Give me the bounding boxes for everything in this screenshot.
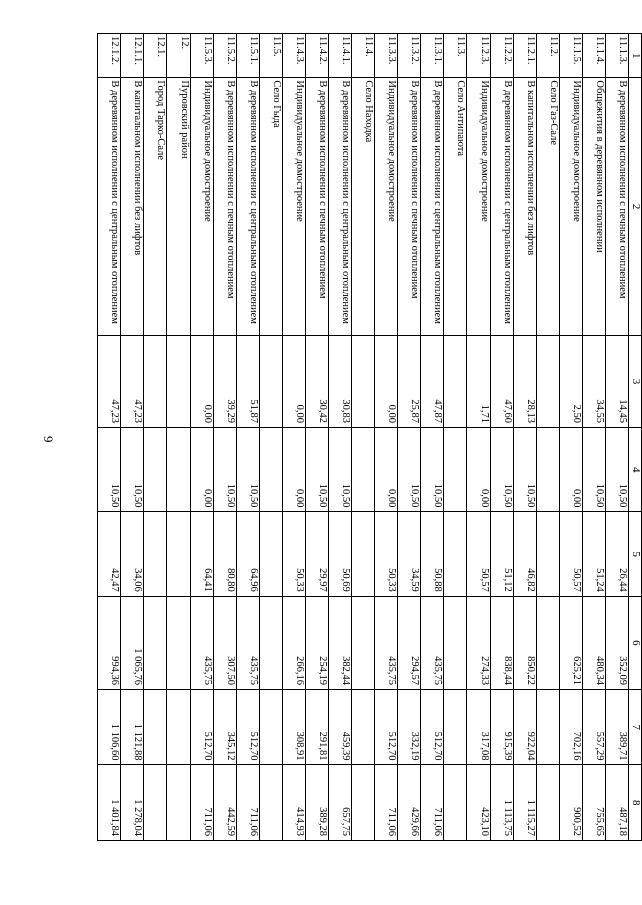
row-code: 11.5.	[259, 34, 282, 78]
value-cell-c3: 47,60	[490, 335, 513, 427]
row-code: 11.2.2.	[490, 34, 513, 78]
value-cell-c5: 64,41	[190, 512, 213, 596]
value-cell-c4: 10,50	[605, 428, 628, 512]
value-cell-c6: 435,75	[190, 596, 213, 689]
value-cell-c3: 47,23	[121, 335, 144, 427]
row-name: Индивидуальное домостроение	[467, 78, 490, 336]
value-cell-c5	[144, 512, 167, 596]
header-row	[629, 34, 642, 841]
header-cell: 2	[629, 78, 642, 336]
value-cell-c8	[444, 765, 467, 841]
value-cell-c4: 10,50	[421, 428, 444, 512]
row-code: 11.3.1.	[421, 34, 444, 78]
row-code: 11.3.	[444, 34, 467, 78]
header-cell: 3	[629, 335, 642, 427]
value-cell-c5: 42,47	[98, 512, 121, 596]
value-cell-c6: 382,44	[328, 596, 351, 689]
header-cell: 6	[629, 596, 642, 689]
value-cell-c3: 1,71	[467, 335, 490, 427]
value-cell-c8	[144, 765, 167, 841]
row-name: Пуровский район	[167, 78, 190, 336]
value-cell-c4	[352, 428, 375, 512]
value-cell-c6: 480,34	[582, 596, 605, 689]
value-cell-c5	[352, 512, 375, 596]
value-cell-c7	[144, 689, 167, 764]
row-name: В деревянном исполнении с печным отоплением	[398, 78, 421, 336]
value-cell-c4: 0,00	[282, 428, 305, 512]
value-cell-c3: 14,45	[605, 335, 628, 427]
value-cell-c4: 10,50	[98, 428, 121, 512]
value-cell-c5	[259, 512, 282, 596]
row-code: 11.4.1.	[328, 34, 351, 78]
value-cell-c8: 1 113,75	[490, 765, 513, 841]
value-cell-c7: 308,91	[282, 689, 305, 764]
row-name: В капитальном исполнении без лифтов	[513, 78, 536, 336]
row-name: Индивидуальное домостроение	[282, 78, 305, 336]
row-code: 11.4.2.	[305, 34, 328, 78]
value-cell-c8: 423,10	[467, 765, 490, 841]
value-cell-c7	[167, 689, 190, 764]
value-cell-c7: 512,70	[421, 689, 444, 764]
value-cell-c3: 0,00	[375, 335, 398, 427]
value-cell-c4: 10,50	[305, 428, 328, 512]
row-name: Город Тарко-Сале	[144, 78, 167, 336]
value-cell-c8	[259, 765, 282, 841]
row-code: 12.1.	[144, 34, 167, 78]
table-row	[121, 34, 144, 841]
row-code: 11.5.3.	[190, 34, 213, 78]
value-cell-c4: 0,00	[559, 428, 582, 512]
value-cell-c3: 0,00	[190, 335, 213, 427]
value-cell-c8	[352, 765, 375, 841]
value-cell-c6: 352,09	[605, 596, 628, 689]
value-cell-c5: 29,97	[305, 512, 328, 596]
value-cell-c3: 25,87	[398, 335, 421, 427]
value-cell-c5	[167, 512, 190, 596]
value-cell-c4: 0,00	[190, 428, 213, 512]
value-cell-c6: 294,57	[398, 596, 421, 689]
header-cell: 4	[629, 428, 642, 512]
row-name: В деревянном исполнении с центральным отоплением	[328, 78, 351, 336]
value-cell-c6	[536, 596, 559, 689]
value-cell-c6: 435,75	[236, 596, 259, 689]
value-cell-c6: 625,21	[559, 596, 582, 689]
value-cell-c7: 702,16	[559, 689, 582, 764]
value-cell-c8: 711,06	[190, 765, 213, 841]
value-cell-c4: 10,50	[513, 428, 536, 512]
value-cell-c8	[167, 765, 190, 841]
page-number: 9	[41, 436, 56, 443]
value-cell-c3: 47,87	[421, 335, 444, 427]
row-name: В деревянном исполнении с печным отоплением	[305, 78, 328, 336]
value-cell-c3: 30,83	[328, 335, 351, 427]
value-cell-c7: 512,70	[375, 689, 398, 764]
tariff-table	[97, 33, 642, 841]
row-name: Село Антипаюта	[444, 78, 467, 336]
value-cell-c3	[259, 335, 282, 427]
value-cell-c4: 10,50	[213, 428, 236, 512]
value-cell-c4: 10,50	[582, 428, 605, 512]
value-cell-c6: 850,22	[513, 596, 536, 689]
value-cell-c6: 254,19	[305, 596, 328, 689]
row-name: Село Газ-Сале	[536, 78, 559, 336]
value-cell-c6	[352, 596, 375, 689]
table-row	[213, 34, 236, 841]
value-cell-c8: 414,93	[282, 765, 305, 841]
section-row	[352, 34, 375, 841]
value-cell-c4: 0,00	[467, 428, 490, 512]
value-cell-c3: 0,00	[282, 335, 305, 427]
value-cell-c7	[536, 689, 559, 764]
row-code: 12.1.1.	[121, 34, 144, 78]
value-cell-c7	[444, 689, 467, 764]
value-cell-c5: 50,69	[328, 512, 351, 596]
value-cell-c3	[144, 335, 167, 427]
value-cell-c4	[444, 428, 467, 512]
value-cell-c7: 389,71	[605, 689, 628, 764]
table-row	[513, 34, 536, 841]
value-cell-c3: 28,13	[513, 335, 536, 427]
header-cell: 8	[629, 765, 642, 841]
row-code: 11.4.3.	[282, 34, 305, 78]
table-row	[559, 34, 582, 841]
value-cell-c4: 10,50	[398, 428, 421, 512]
value-cell-c4: 10,50	[121, 428, 144, 512]
table-row	[190, 34, 213, 841]
value-cell-c5: 50,57	[467, 512, 490, 596]
value-cell-c8: 487,18	[605, 765, 628, 841]
value-cell-c8: 755,65	[582, 765, 605, 841]
value-cell-c6	[444, 596, 467, 689]
value-cell-c8: 711,06	[375, 765, 398, 841]
value-cell-c8: 1 401,84	[98, 765, 121, 841]
value-cell-c5: 50,57	[559, 512, 582, 596]
row-name: В капитальном исполнении без лифтов	[121, 78, 144, 336]
value-cell-c7: 1 121,88	[121, 689, 144, 764]
table-row	[375, 34, 398, 841]
header-cell: 5	[629, 512, 642, 596]
value-cell-c4	[536, 428, 559, 512]
value-cell-c6: 994,36	[98, 596, 121, 689]
value-cell-c7: 1 106,60	[98, 689, 121, 764]
value-cell-c8: 442,59	[213, 765, 236, 841]
row-code: 11.2.3.	[467, 34, 490, 78]
value-cell-c3: 34,55	[582, 335, 605, 427]
row-name: Индивидуальное домостроение	[559, 78, 582, 336]
table-row	[305, 34, 328, 841]
value-cell-c6: 274,33	[467, 596, 490, 689]
section-row	[444, 34, 467, 841]
header-cell: 7	[629, 689, 642, 764]
value-cell-c7: 512,70	[190, 689, 213, 764]
value-cell-c8: 1 278,04	[121, 765, 144, 841]
value-cell-c5: 26,44	[605, 512, 628, 596]
row-name: В деревянном исполнении с центральным отоплением	[236, 78, 259, 336]
value-cell-c5: 51,24	[582, 512, 605, 596]
value-cell-c8: 900,52	[559, 765, 582, 841]
row-code: 11.2.	[536, 34, 559, 78]
value-cell-c8: 1 115,27	[513, 765, 536, 841]
value-cell-c8	[536, 765, 559, 841]
value-cell-c7: 459,39	[328, 689, 351, 764]
section-row	[259, 34, 282, 841]
value-cell-c5: 50,33	[282, 512, 305, 596]
value-cell-c3: 39,29	[213, 335, 236, 427]
value-cell-c4: 10,50	[490, 428, 513, 512]
value-cell-c8: 711,06	[236, 765, 259, 841]
value-cell-c3	[444, 335, 467, 427]
value-cell-c3	[167, 335, 190, 427]
value-cell-c7	[259, 689, 282, 764]
value-cell-c6	[259, 596, 282, 689]
value-cell-c7: 317,08	[467, 689, 490, 764]
row-code: 11.3.3.	[375, 34, 398, 78]
value-cell-c8: 429,66	[398, 765, 421, 841]
value-cell-c4	[167, 428, 190, 512]
value-cell-c4: 10,50	[236, 428, 259, 512]
row-code: 11.4.	[352, 34, 375, 78]
row-name: В деревянном исполнении с центральным отоплением	[98, 78, 121, 336]
row-name: В деревянном исполнении с центральным отоплением	[490, 78, 513, 336]
value-cell-c7: 915,39	[490, 689, 513, 764]
value-cell-c6: 1 065,76	[121, 596, 144, 689]
row-code: 11.1.5.	[559, 34, 582, 78]
value-cell-c6	[144, 596, 167, 689]
row-code: 11.5.1.	[236, 34, 259, 78]
value-cell-c3: 47,23	[98, 335, 121, 427]
value-cell-c4: 10,50	[328, 428, 351, 512]
row-name: В деревянном исполнении с печным отоплением	[605, 78, 628, 336]
value-cell-c6: 435,75	[421, 596, 444, 689]
value-cell-c5	[444, 512, 467, 596]
table-row	[282, 34, 305, 841]
table-row	[490, 34, 513, 841]
row-code: 12.1.2.	[98, 34, 121, 78]
value-cell-c6: 307,50	[213, 596, 236, 689]
table-row	[467, 34, 490, 841]
value-cell-c7: 291,81	[305, 689, 328, 764]
value-cell-c3: 2,50	[559, 335, 582, 427]
row-name: Индивидуальное домостроение	[375, 78, 398, 336]
section-row	[144, 34, 167, 841]
value-cell-c5: 64,96	[236, 512, 259, 596]
value-cell-c3	[352, 335, 375, 427]
value-cell-c7	[352, 689, 375, 764]
value-cell-c6	[167, 596, 190, 689]
value-cell-c5: 34,59	[398, 512, 421, 596]
row-name: В деревянном исполнении с печным отоплением	[213, 78, 236, 336]
value-cell-c5: 50,88	[421, 512, 444, 596]
row-code: 11.3.2.	[398, 34, 421, 78]
value-cell-c5: 51,12	[490, 512, 513, 596]
value-cell-c7: 345,12	[213, 689, 236, 764]
section-row	[167, 34, 190, 841]
value-cell-c7: 922,04	[513, 689, 536, 764]
value-cell-c7: 557,29	[582, 689, 605, 764]
table-row	[398, 34, 421, 841]
value-cell-c4: 0,00	[375, 428, 398, 512]
value-cell-c6: 838,44	[490, 596, 513, 689]
value-cell-c8: 711,06	[421, 765, 444, 841]
value-cell-c7: 512,70	[236, 689, 259, 764]
value-cell-c3	[536, 335, 559, 427]
value-cell-c6: 266,16	[282, 596, 305, 689]
value-cell-c5: 80,80	[213, 512, 236, 596]
value-cell-c5: 46,82	[513, 512, 536, 596]
value-cell-c5	[536, 512, 559, 596]
row-name: В деревянном исполнении с центральным отоплением	[421, 78, 444, 336]
row-code: 11.2.1.	[513, 34, 536, 78]
value-cell-c5: 34,06	[121, 512, 144, 596]
table-row	[236, 34, 259, 841]
row-name: Село Гыда	[259, 78, 282, 336]
row-code: 12.	[167, 34, 190, 78]
value-cell-c6: 435,75	[375, 596, 398, 689]
row-name: Село Находка	[352, 78, 375, 336]
value-cell-c8: 389,28	[305, 765, 328, 841]
row-code: 11.1.4.	[582, 34, 605, 78]
value-cell-c5: 50,33	[375, 512, 398, 596]
value-cell-c3: 30,42	[305, 335, 328, 427]
table-row	[98, 34, 121, 841]
row-name: Общежития в деревянном исполнении	[582, 78, 605, 336]
table-row	[328, 34, 351, 841]
value-cell-c3: 51,87	[236, 335, 259, 427]
header-cell: 1	[629, 34, 642, 78]
row-code: 11.1.3.	[605, 34, 628, 78]
row-name: Индивидуальное домостроение	[190, 78, 213, 336]
table-row	[421, 34, 444, 841]
value-cell-c7: 332,19	[398, 689, 421, 764]
value-cell-c8: 657,75	[328, 765, 351, 841]
tariff-table-rotated	[97, 33, 642, 841]
table-row	[582, 34, 605, 841]
table-row	[605, 34, 628, 841]
row-code: 11.5.2.	[213, 34, 236, 78]
section-row	[536, 34, 559, 841]
value-cell-c4	[144, 428, 167, 512]
value-cell-c4	[259, 428, 282, 512]
